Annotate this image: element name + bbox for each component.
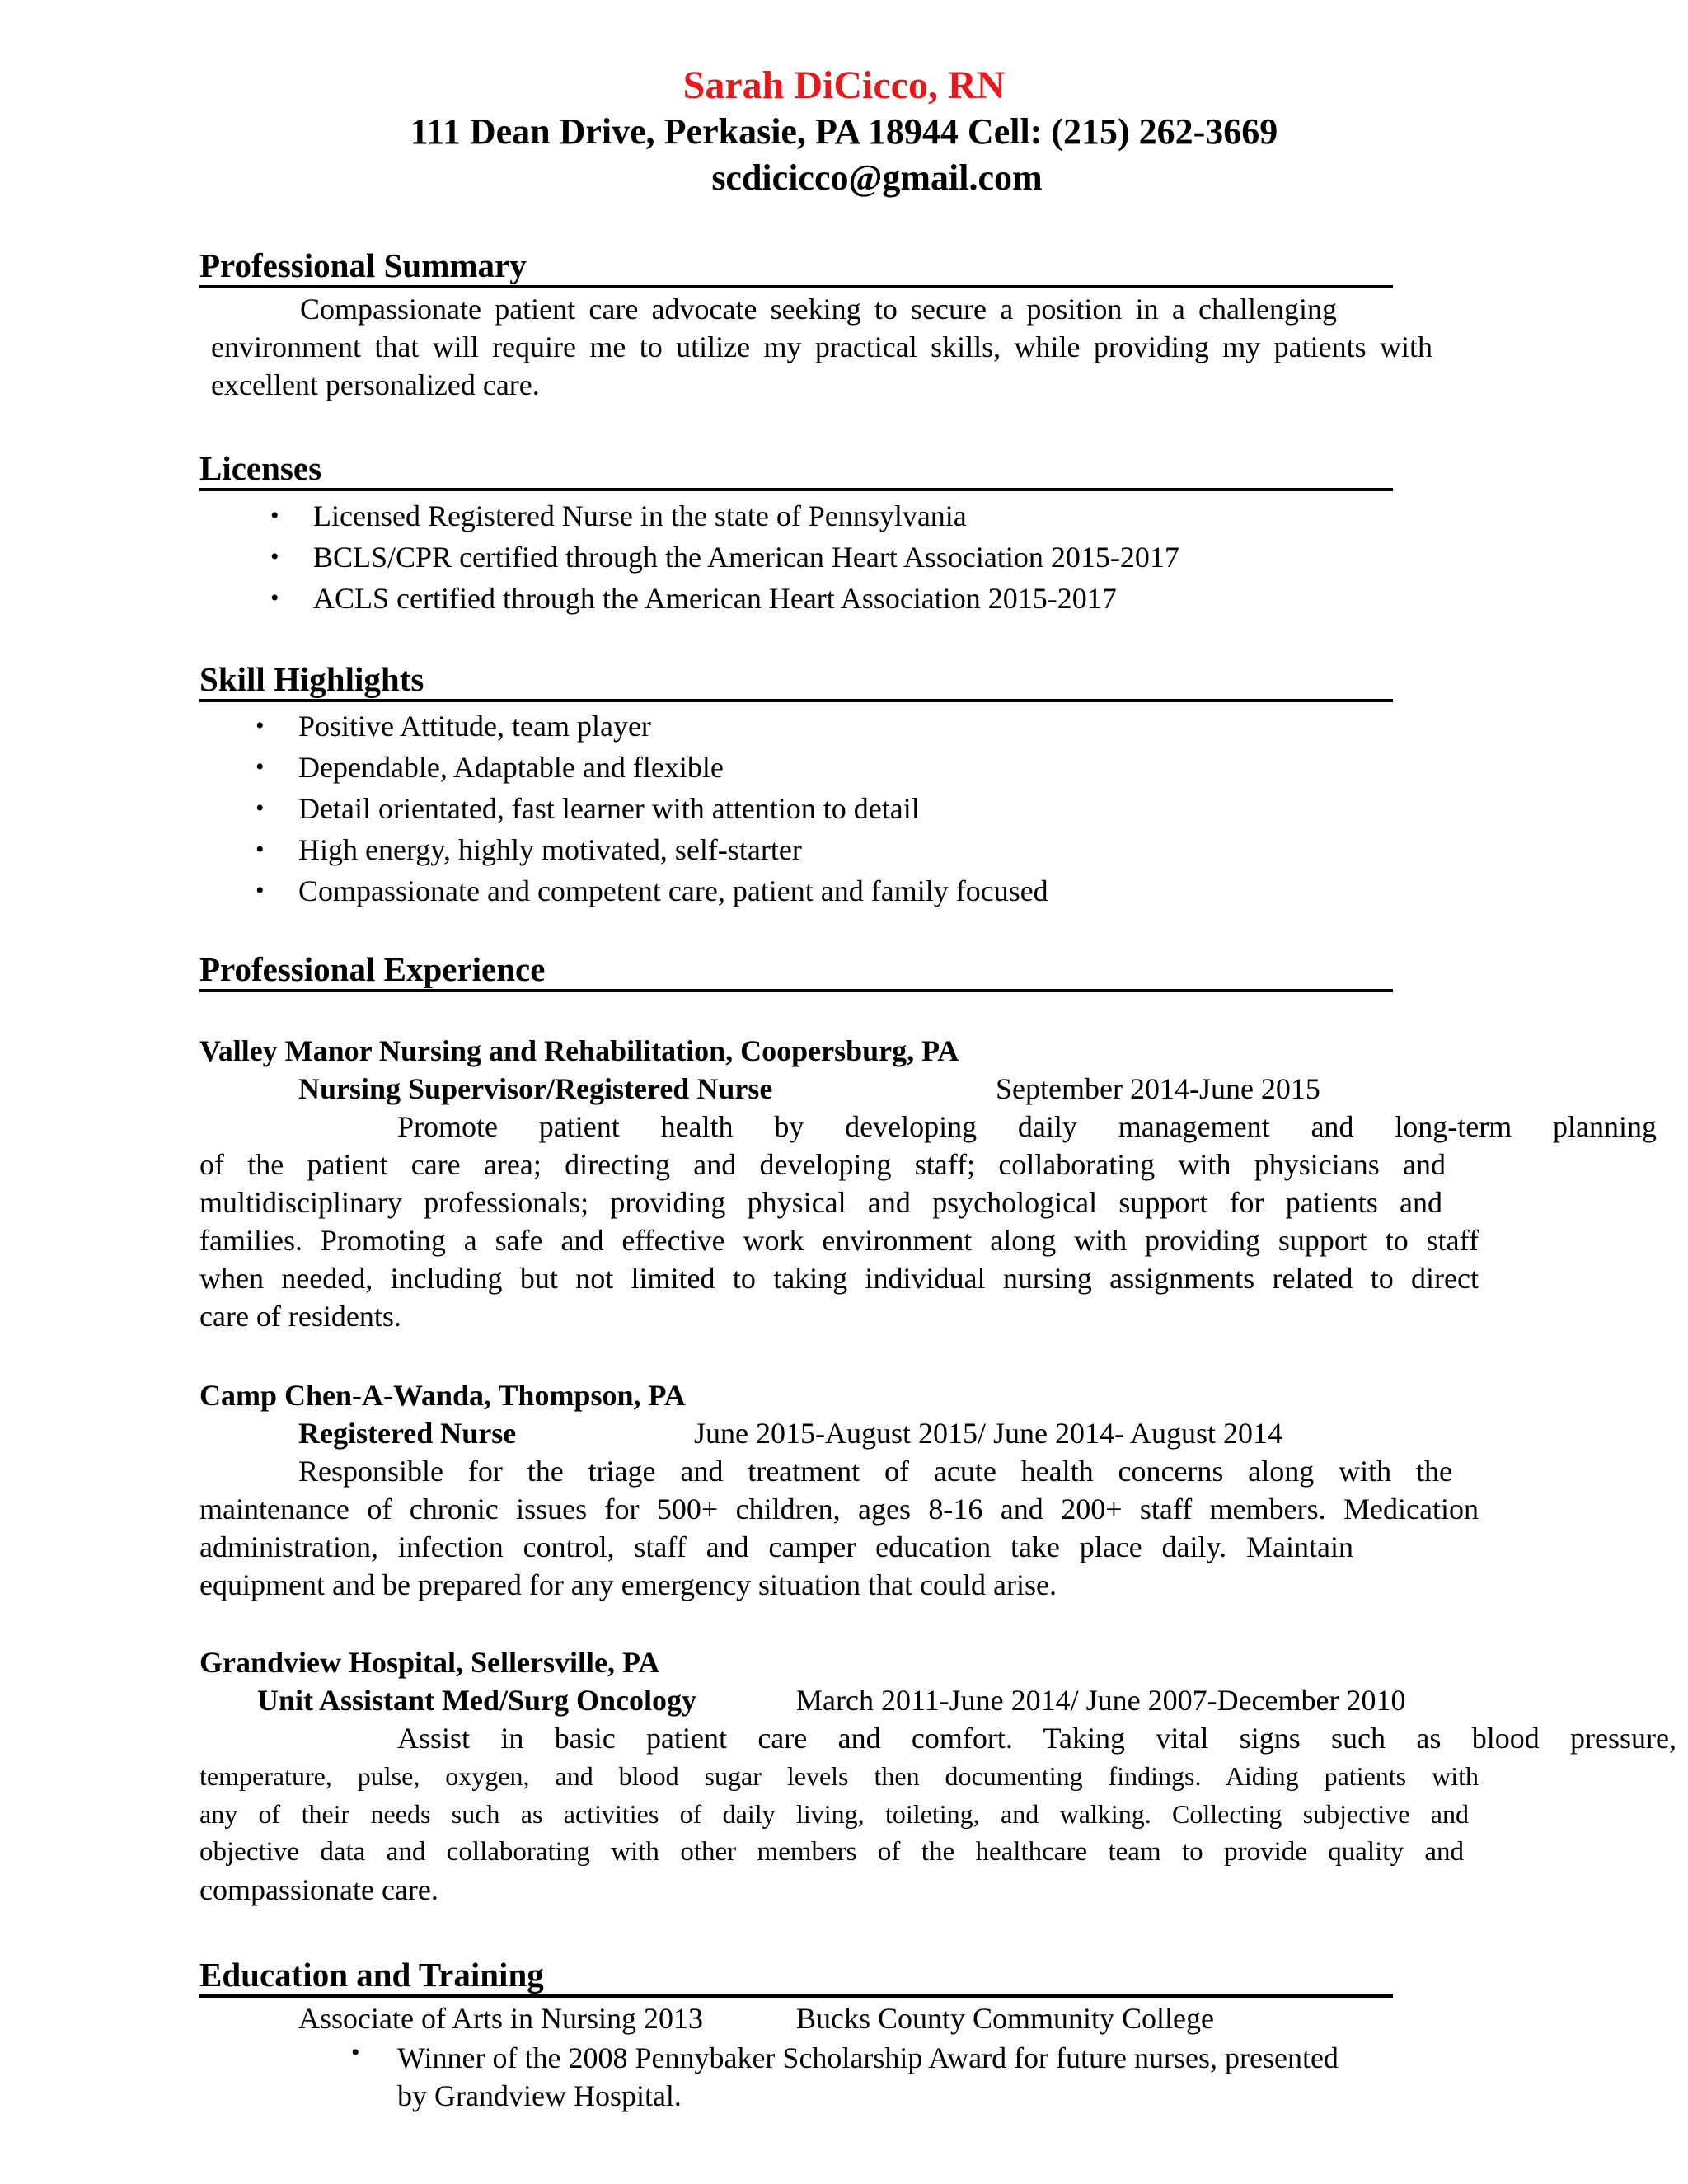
job-role: Unit Assistant Med/Surg Oncology xyxy=(257,1684,697,1717)
job-line: any of their needs such as activities of daily living, toileting, and walking. Collecting subjective and xyxy=(199,1799,1469,1829)
list-item: • High energy, highly motivated, self-starter xyxy=(298,829,1048,870)
job-description xyxy=(199,1719,1676,1909)
award-line: by Grandview Hospital. xyxy=(397,2079,682,2112)
list-item: • Dependable, Adaptable and flexible xyxy=(298,747,1048,788)
job-role: Nursing Supervisor/Registered Nurse xyxy=(298,1072,773,1105)
education-school: Bucks County Community College xyxy=(796,2002,1215,2035)
job-line: equipment and be prepared for any emergency situation that could arise. xyxy=(199,1568,1057,1601)
list-item: • Detail orientated, fast learner with attention to detail xyxy=(298,788,1048,829)
bullet-icon: • xyxy=(256,877,265,904)
contact-email[interactable]: scdicicco@gmail.com xyxy=(711,157,1043,198)
bullet-icon: • xyxy=(256,712,265,739)
job-description xyxy=(199,1452,1479,1604)
job-description xyxy=(199,1108,1657,1335)
section-title-skills: Skill Highlights xyxy=(199,659,1393,702)
education-degree: Associate of Arts in Nursing 2013 xyxy=(298,2002,703,2035)
job-line: objective data and collaborating with other members of the healthcare team to provide quality and xyxy=(199,1837,1464,1867)
list-item: • Positive Attitude, team player xyxy=(298,705,1048,747)
education-award xyxy=(397,2039,1469,2115)
job-line: compassionate care. xyxy=(199,1873,438,1906)
job-line: families. Promoting a safe and effective work environment along with providing support to staff xyxy=(199,1224,1479,1257)
job-line: temperature, pulse, oxygen, and blood sugar levels then documenting findings. Aiding patients with xyxy=(199,1761,1479,1791)
contact-address: 111 Dean Drive, Perkasie, PA 18944 Cell: (215) 262-3669 xyxy=(410,111,1278,152)
job-line: multidisciplinary professionals; providing physical and psychological support for patients and xyxy=(199,1186,1442,1219)
job-line: when needed, including but not limited to taking individual nursing assignments related to direct xyxy=(199,1262,1479,1295)
job-line: administration, infection control, staff and camper education take place daily. Maintain xyxy=(199,1530,1353,1563)
job-dates: March 2011-June 2014/ June 2007-December 2010 xyxy=(796,1684,1406,1717)
job-employer: Valley Manor Nursing and Rehabilitation, Coopersburg, PA xyxy=(199,1034,959,1067)
job-employer: Camp Chen-A-Wanda, Thompson, PA xyxy=(199,1379,686,1412)
summary-line: environment that will require me to utilize my practical skills, while providing my patients with xyxy=(211,330,1432,363)
section-title-education: Education and Training xyxy=(199,1955,1393,1998)
bullet-icon: • xyxy=(270,543,279,570)
list-item: • Compassionate and competent care, patient and family focused xyxy=(298,870,1048,912)
list-item: • ACLS certified through the American Heart Association 2015-2017 xyxy=(313,578,1179,619)
bullet-icon: • xyxy=(270,584,279,612)
job-role: Registered Nurse xyxy=(298,1417,517,1450)
job-line: of the patient care area; directing and developing staff; collaborating with physicians and xyxy=(199,1148,1446,1181)
summary-line: Compassionate patient care advocate seeking to secure a position in a challenging xyxy=(300,293,1337,326)
list-item: • Licensed Registered Nurse in the state of Pennsylvania xyxy=(313,495,1179,537)
job-line: care of residents. xyxy=(199,1300,401,1333)
licenses-list xyxy=(270,495,1179,619)
section-title-summary: Professional Summary xyxy=(199,246,1393,288)
skills-list xyxy=(256,705,1048,912)
section-title-licenses: Licenses xyxy=(199,448,1393,491)
job-dates: September 2014-June 2015 xyxy=(996,1072,1320,1105)
bullet-icon: • xyxy=(351,2039,360,2066)
bullet-icon: • xyxy=(256,794,265,822)
section-title-experience: Professional Experience xyxy=(199,949,1393,992)
job-line: Responsible for the triage and treatment of acute health concerns along with the xyxy=(298,1455,1452,1488)
bullet-icon: • xyxy=(256,753,265,780)
candidate-name: Sarah DiCicco, RN xyxy=(682,63,1006,107)
summary-paragraph xyxy=(211,290,1432,404)
job-line: maintenance of chronic issues for 500+ children, ages 8-16 and 200+ staff members. Medication xyxy=(199,1493,1479,1526)
job-line: Assist in basic patient care and comfort. Taking vital signs such as blood pressure, xyxy=(397,1722,1676,1755)
bullet-icon: • xyxy=(270,502,279,529)
summary-line: excellent personalized care. xyxy=(211,368,540,401)
award-line: Winner of the 2008 Pennybaker Scholarship Award for future nurses, presented xyxy=(397,2041,1339,2074)
bullet-icon: • xyxy=(256,836,265,863)
job-employer: Grandview Hospital, Sellersville, PA xyxy=(199,1646,660,1679)
list-item: • BCLS/CPR certified through the American Heart Association 2015-2017 xyxy=(313,537,1179,578)
job-line: Promote patient health by developing daily management and long-term planning xyxy=(397,1110,1657,1143)
job-dates: June 2015-August 2015/ June 2014- August 2014 xyxy=(694,1417,1282,1450)
